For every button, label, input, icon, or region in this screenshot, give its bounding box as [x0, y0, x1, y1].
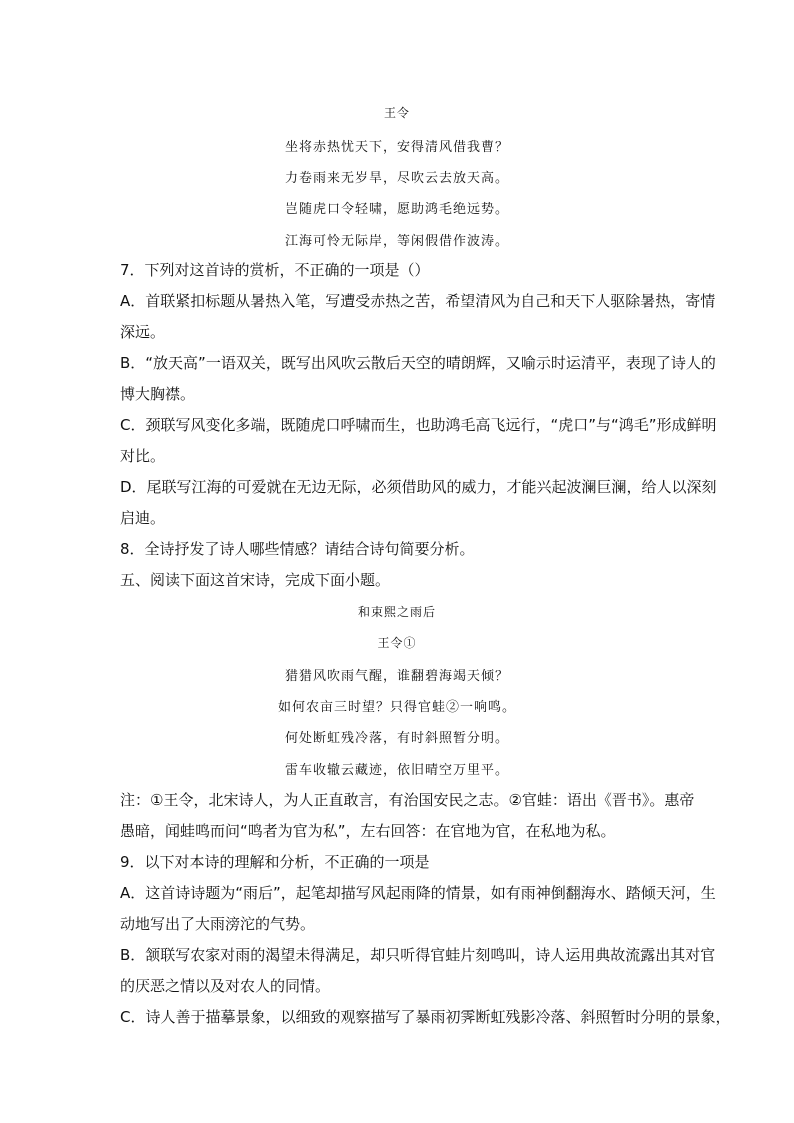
q7-option-c-line2: 对比。 [120, 447, 166, 465]
q7-option-a-line1: A．首联紧扣标题从暑热入笔，写遭受赤热之苦，希望清风为自己和天下人驱除暑热，寄情 [120, 292, 716, 310]
q7-option-c-line1: C．颈联写风变化多端，既随虎口呼啸而生，也助鸿毛高飞远行，“虎口”与“鸿毛”形成鲜明 [120, 416, 717, 434]
q8-stem: 8．全诗抒发了诗人哪些情感？请结合诗句简要分析。 [120, 540, 475, 558]
q7-option-a-line2: 深远。 [120, 323, 166, 341]
poem1-author: 王令 [383, 106, 410, 120]
poem1-line-4: 江海可怜无际岸，等闲假借作波涛。 [284, 234, 509, 249]
note-line-1: 注：①王令，北宋诗人，为人正直敢言，有治国安民之志。②官蛙：语出《晋书》。惠帝 [120, 791, 695, 809]
poem1-line-3: 岂随虎口令轻啸，愿助鸿毛绝远势。 [284, 202, 509, 217]
poem1-line-1: 坐将赤热忧天下，安得清风借我曹？ [284, 140, 509, 155]
poem2-line-2: 如何农亩三时望？只得官蛙②一响鸣。 [277, 700, 516, 715]
q9-option-a-line1: A．这首诗诗题为“雨后”，起笔却描写风起雨降的情景，如有雨神倒翻海水、踏倾天河，生 [120, 884, 716, 902]
q7-option-d-line2: 启迪。 [120, 509, 166, 527]
q9-option-b-line2: 的厌恶之情以及对农人的同情。 [120, 977, 331, 995]
q9-stem: 9．以下对本诗的理解和分析，不正确的一项是 [120, 853, 430, 871]
q7-stem: 7．下列对这首诗的赏析，不正确的一项是（） [120, 261, 430, 279]
poem2-author: 王令① [377, 636, 417, 650]
poem2-line-1: 猎猎风吹雨气醒，谁翻碧海竭天倾？ [284, 669, 509, 684]
poem2-line-4: 雷车收辙云藏迹，依旧晴空万里平。 [284, 763, 509, 778]
note-line-2: 愚暗，闻蛙鸣而问“鸣者为官为私”，左右回答：在官地为官，在私地为私。 [120, 822, 616, 840]
q9-option-b-line1: B．颔联写农家对雨的渴望未得满足，却只听得官蛙片刻鸣叫，诗人运用典故流露出其对官 [120, 946, 716, 964]
poem1-line-2: 力卷雨来无岁旱，尽吹云去放天高。 [284, 171, 509, 186]
q9-option-a-line2: 动地写出了大雨滂沱的气势。 [120, 915, 316, 933]
q9-option-c-line1: C．诗人善于描摹景象，以细致的观察描写了暴雨初霁断虹残影冷落、斜照暂时分明的景象， [120, 1008, 731, 1026]
q7-option-b-line2: 博大胸襟。 [120, 385, 196, 403]
section5-heading: 五、阅读下面这首宋诗，完成下面小题。 [120, 571, 391, 589]
poem2-title: 和束熙之雨后 [357, 605, 436, 619]
q7-option-b-line1: B．“放天高”一语双关，既写出风吹云散后天空的晴朗辉，又喻示时运清平，表现了诗人的 [120, 354, 716, 372]
poem2-line-3: 何处断虹残冷落，有时斜照暂分明。 [284, 731, 509, 746]
q7-option-d-line1: D．尾联写江海的可爱就在无边无际，必须借助风的威力，才能兴起波澜巨澜，给人以深刻 [120, 478, 717, 496]
